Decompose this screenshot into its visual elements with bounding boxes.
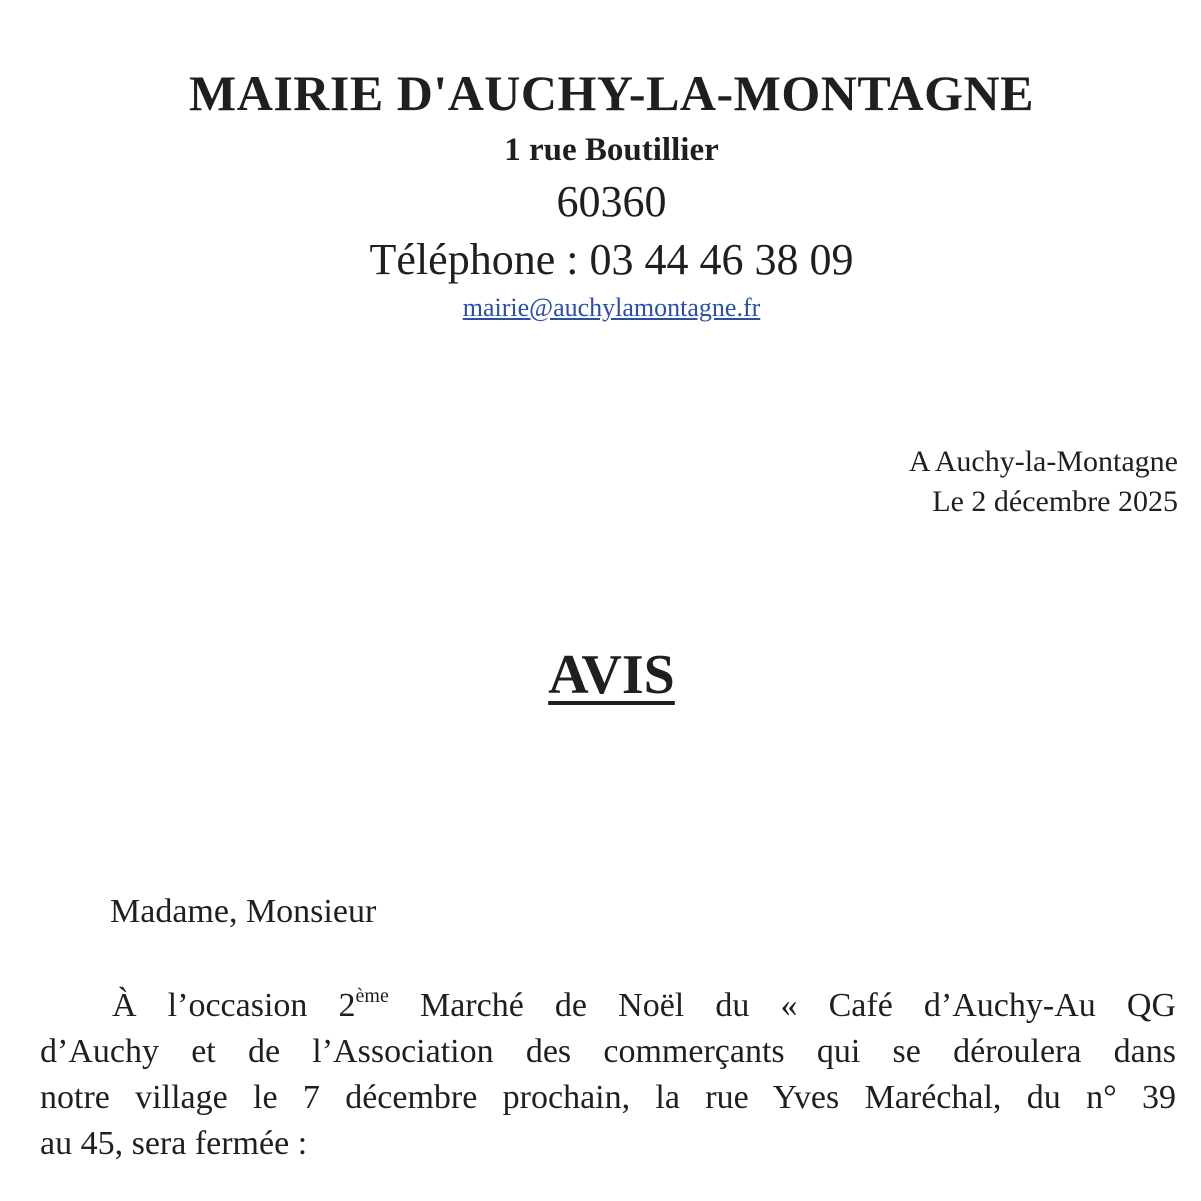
body-line-1 xyxy=(40,983,1176,1029)
email-line xyxy=(0,292,1201,324)
place-date-block xyxy=(909,442,1178,522)
email-link[interactable]: mairie@auchylamontagne.fr xyxy=(462,293,761,322)
place: A Auchy-la-Montagne xyxy=(908,445,1178,478)
street-address: 1 rue Boutillier xyxy=(504,132,719,168)
phone-line xyxy=(0,232,1201,288)
postcode: 60360 xyxy=(556,177,667,226)
body-paragraph xyxy=(40,983,1176,1167)
body-line-2: d’Auchy et de l’Association des commerçants qui se déroulera dans xyxy=(40,1033,1176,1070)
notice-title-text: AVIS xyxy=(548,644,675,706)
body-line-1-start: À l’occasion 2 xyxy=(112,987,356,1024)
body-line-1-end: Marché de Noël du « Café d’Auchy-Au QG xyxy=(388,987,1176,1024)
ordinal-superscript: ème xyxy=(355,984,389,1007)
mairie-name: MAIRIE D'AUCHY-LA-MONTAGNE xyxy=(189,65,1034,121)
phone-number: 03 44 46 38 09 xyxy=(589,235,854,284)
body-line-4: au 45, sera fermée : xyxy=(40,1125,308,1162)
date: Le 2 décembre 2025 xyxy=(932,485,1178,518)
salutation: Madame, Monsieur xyxy=(110,893,377,930)
body-line-3: notre village le 7 décembre prochain, la rue Yves Maréchal, du n° 39 xyxy=(40,1079,1176,1116)
phone-label: Téléphone : xyxy=(369,235,590,284)
notice-title xyxy=(0,640,1201,710)
